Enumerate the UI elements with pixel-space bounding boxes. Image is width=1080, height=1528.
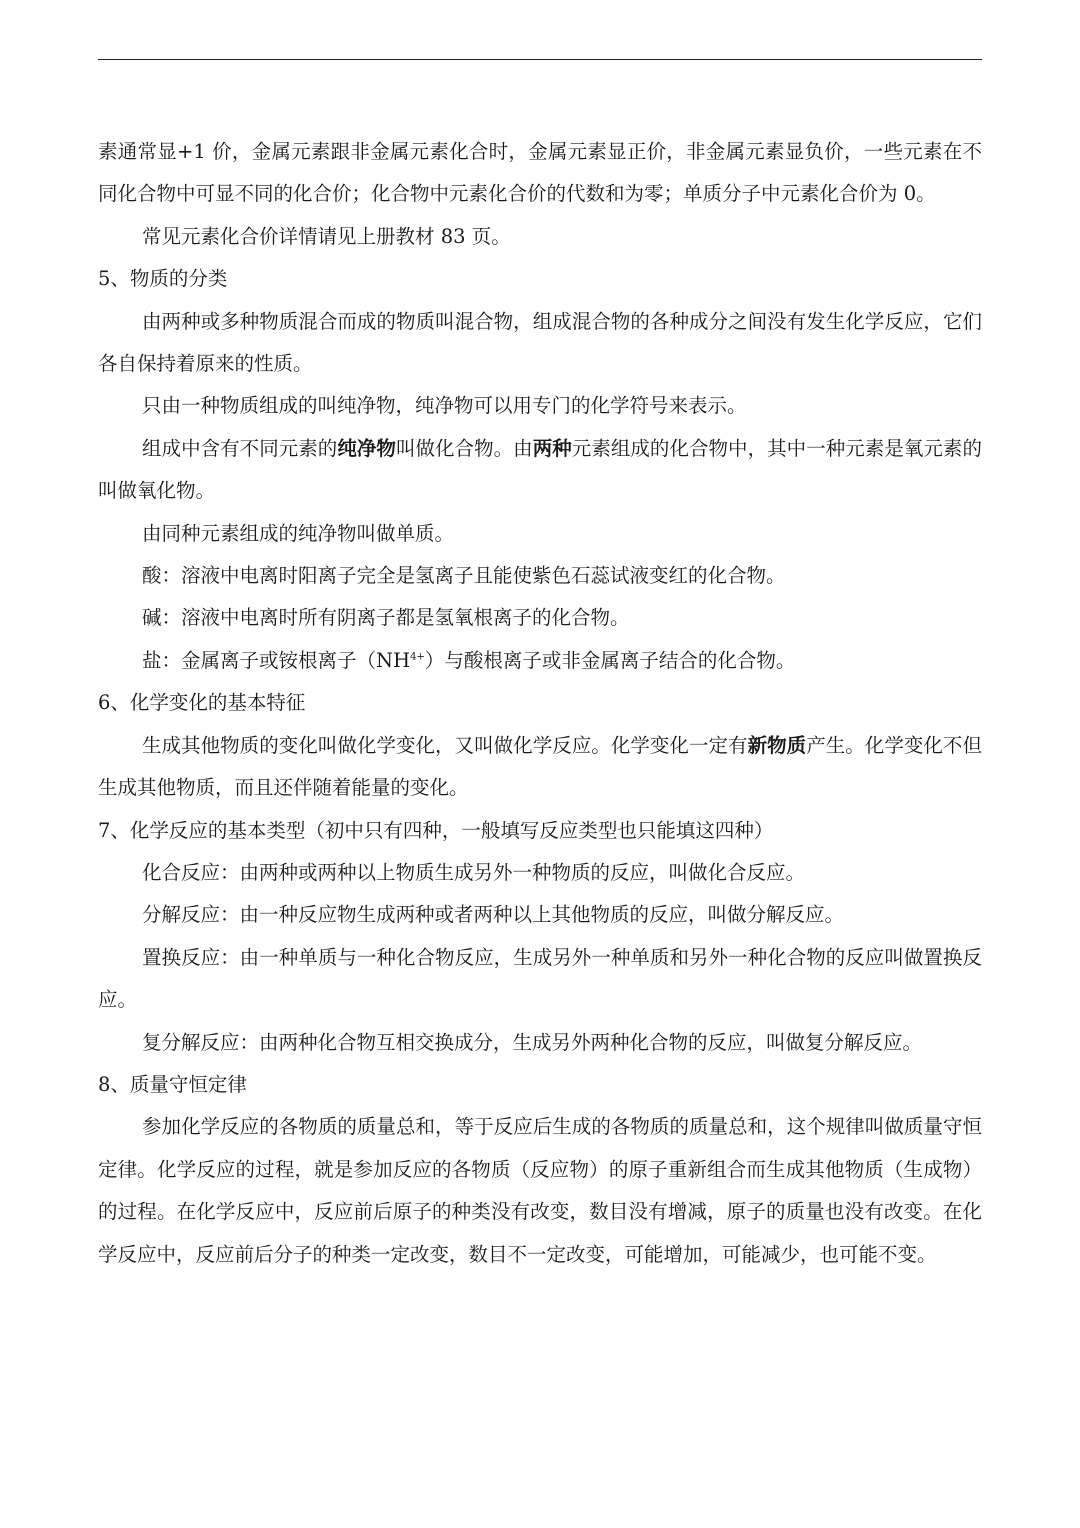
paragraph-combination-reaction: 化合反应：由两种或两种以上物质生成另外一种物质的反应，叫做化合反应。 [142,860,806,884]
superscript: 4+ [410,651,425,663]
text-run: 元素组成的化合物中，其中一种元素是氧元素的叫做氧化物。 [98,436,982,503]
paragraph-element-substance: 由同种元素组成的纯净物叫做单质。 [142,521,455,545]
paragraph-displacement-reaction: 置换反应：由一种单质与一种化合物反应，生成另外一种单质和另外一种化合物的反应叫做置换反应。 [98,945,982,1012]
bold-term: 新物质 [747,733,807,757]
text-run: 叫做化合物。由 [395,436,533,460]
document-body [98,131,982,1276]
paragraph-valence-reference: 常见元素化合价详情请见上册教材 83 页。 [142,224,511,248]
text-run: 盐：金属离子或铵根离子（NH [142,648,411,672]
bold-term: 纯净物 [337,436,396,460]
paragraph-double-decomposition: 复分解反应：由两种化合物互相交换成分，生成另外两种化合物的反应，叫做复分解反应。 [142,1030,923,1054]
paragraph-mixture: 由两种或多种物质混合而成的物质叫混合物，组成混合物的各种成分之间没有发生化学反应，它们各自保持着原来的性质。 [98,309,982,376]
paragraph-decomposition-reaction: 分解反应：由一种反应物生成两种或者两种以上其他物质的反应，叫做分解反应。 [142,903,845,927]
section-heading-8: 8、质量守恒定律 [98,1072,247,1096]
paragraph-chemical-change [98,725,982,810]
section-heading-7: 7、化学反应的基本类型（初中只有四种，一般填写反应类型也只能填这四种） [98,818,774,842]
header-rule [98,59,982,60]
text-run: 产生。化学变化不但生成其他物质，而且还伴随着能量的变化。 [98,733,982,800]
bold-term: 两种 [532,436,572,460]
paragraph-conservation-of-mass: 参加化学反应的各物质的质量总和，等于反应后生成的各物质的质量总和，这个规律叫做质量守恒定律。化学反应的过程，就是参加反应的各物质（反应物）的原子重新组合而生成其他物质（生成物）的过程。在化学反应中，反应前后原子的种类没有改变，数目没有增减，原子的质量也没有改变。在化学反应中，反应前后分子的种类一定改变，数目不一定改变，可能增加，可能减少，也可能不变。 [98,1115,982,1266]
paragraph-acid: 酸：溶液中电离时阳离子完全是氢离子且能使紫色石蕊试液变红的化合物。 [142,564,786,588]
paragraph-pure-substance: 只由一种物质组成的叫纯净物，纯净物可以用专门的化学符号来表示。 [142,394,747,418]
paragraph-base: 碱：溶液中电离时所有阴离子都是氢氧根离子的化合物。 [142,606,630,630]
paragraph-compound [98,428,982,513]
section-heading-6: 6、化学变化的基本特征 [98,691,306,715]
paragraph-valence-continued: 素通常显+1 价，金属元素跟非金属元素化合时，金属元素显正价，非金属元素显负价，一些元素在不同化合物中可显不同的化合价；化合物中元素化合价的代数和为零；单质分子中元素化合价为 0。 [98,140,982,206]
text-run: 组成中含有不同元素的 [142,436,338,460]
paragraph-salt [98,640,982,682]
text-run: 生成其他物质的变化叫做化学变化，又叫做化学反应。化学变化一定有 [142,733,748,757]
text-run: ）与酸根离子或非金属离子结合的化合物。 [424,648,796,672]
section-heading-5: 5、物质的分类 [98,267,228,291]
